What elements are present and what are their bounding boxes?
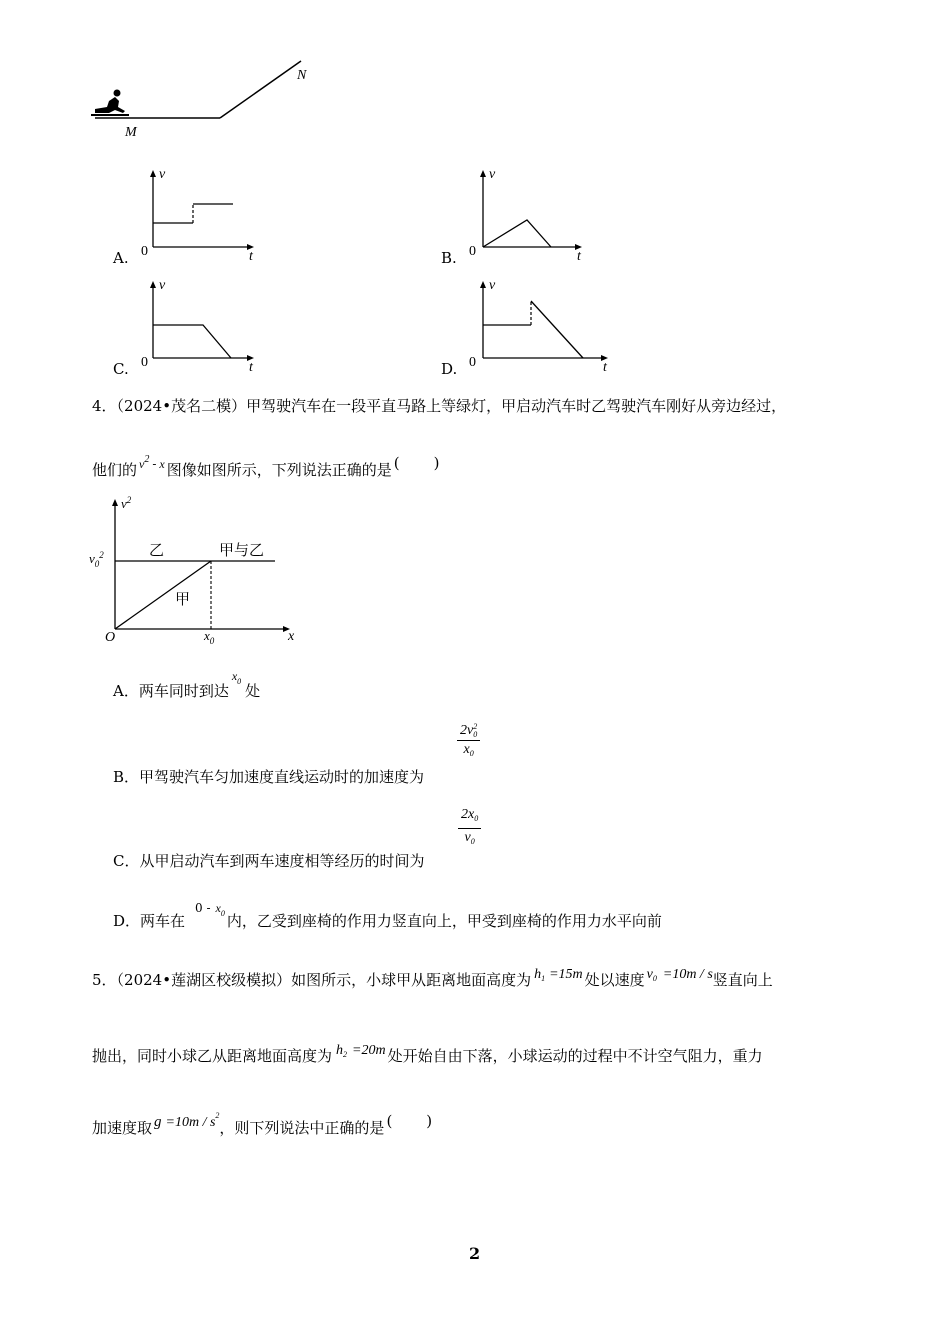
skier-icon bbox=[91, 90, 129, 116]
graph-c bbox=[135, 276, 265, 376]
option-d-letter: D. bbox=[441, 360, 458, 378]
q4-option-c-fraction: $\frac{2x_0}{v_0}$ bbox=[458, 806, 481, 851]
svg-text:0: 0 bbox=[469, 355, 476, 370]
q4-stem-line1: 4．（2024•茂名二模）甲驾驶汽车在一段平直马路上等绿灯，甲启动汽车时乙驾驶汽车刚好从旁边经过， bbox=[92, 397, 787, 415]
q4-option-a: A．两车同时到达$x_0$处 bbox=[113, 669, 261, 700]
q4-option-b-text: B．甲驾驶汽车匀加速度直线运动时的加速度为 bbox=[113, 768, 425, 786]
svg-text:0: 0 bbox=[469, 244, 476, 259]
svg-text:0: 0 bbox=[141, 355, 148, 370]
svg-text:t: t bbox=[577, 249, 581, 264]
svg-text:甲与乙: 甲与乙 bbox=[219, 543, 265, 559]
graph-b bbox=[465, 165, 595, 265]
skier-ramp-figure bbox=[85, 55, 325, 145]
svg-text:x: x bbox=[288, 629, 295, 644]
svg-text:t: t bbox=[249, 360, 253, 375]
svg-text:O: O bbox=[105, 630, 116, 645]
graph-a bbox=[135, 165, 265, 265]
v2-x-graph bbox=[85, 490, 315, 655]
q4-option-c-text: C．从甲启动汽车到两车速度相等经历的时间为 bbox=[113, 852, 425, 870]
svg-text:x0: $x_0$ bbox=[204, 628, 215, 646]
graph-d bbox=[465, 276, 615, 376]
q4-stem-line2: 他们的 $v^2$ - x 图像如图所示，下列说法正确的是 ( ) bbox=[92, 454, 440, 479]
option-b-letter: B. bbox=[441, 249, 457, 267]
label-n: N bbox=[297, 68, 307, 83]
q4-option-b-fraction: 2v 2 0 $x_0$ bbox=[457, 722, 480, 763]
svg-text:v: v bbox=[489, 167, 496, 182]
svg-text:v02: $v_0^2$ bbox=[89, 550, 104, 569]
page-number: 2 bbox=[469, 1244, 481, 1263]
q5-line3: 加速度取 $g =10m / s^2$，则下列说法中正确的是 ( ) bbox=[92, 1111, 433, 1137]
svg-text:v: v bbox=[159, 167, 166, 182]
option-a-letter: A. bbox=[113, 249, 129, 267]
q4-option-d: D．两车在$_{0 -}$ $_{x0}$ 内，乙受到座椅的作用力竖直向上，甲受到座椅的作用力水平向前 bbox=[113, 901, 662, 930]
svg-text:甲: 甲 bbox=[175, 592, 191, 608]
svg-text:v: v bbox=[489, 278, 496, 293]
q5-line2: 抛出，同时小球乙从距离地面高度为 $h_2 =20m$ 处开始自由下落，小球运动的过程中不计空气阻力，重力 bbox=[92, 1043, 763, 1065]
svg-text:乙: 乙 bbox=[149, 543, 165, 559]
label-m: M bbox=[125, 125, 137, 140]
option-c-letter: C. bbox=[113, 360, 129, 378]
svg-text:t: t bbox=[603, 360, 607, 375]
svg-text:v: v bbox=[159, 278, 166, 293]
svg-text:t: t bbox=[249, 249, 253, 264]
svg-text:0: 0 bbox=[141, 244, 148, 259]
q5-line1: 5．（2024•莲湖区校级模拟）如图所示，小球甲从距离地面高度为 $h_1 =15m$ 处以速度 $v_0 =10m / s$竖直向上 bbox=[92, 967, 773, 989]
svg-text:v2: $v^2$ bbox=[121, 495, 132, 511]
